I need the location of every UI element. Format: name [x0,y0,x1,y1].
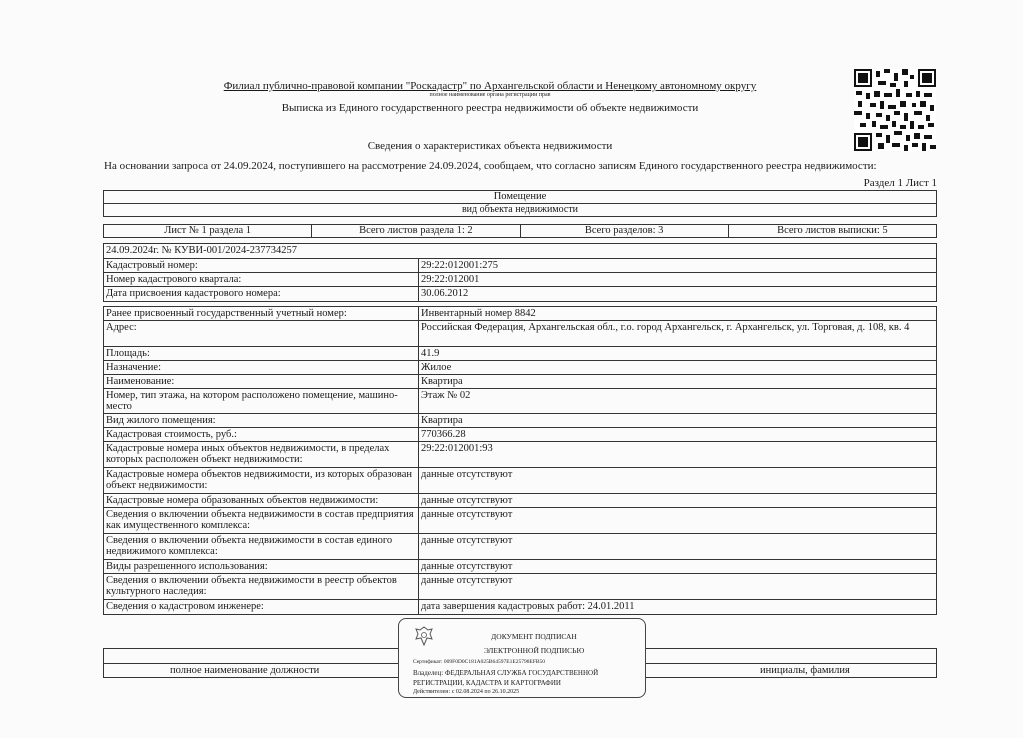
field-value: данные отсутствуют [421,561,513,572]
field-key: Кадастровые номера образованных объектов недвижимости: [104,494,419,507]
stamp-line2: ЭЛЕКТРОННОЙ ПОДПИСЬЮ [483,646,585,655]
field-value: Инвентарный номер 8842 [421,308,536,319]
stamp-certificate: Сертификат: 009F0D0C181A025B64597E1E25798EFB50 [413,659,546,665]
field-key: Виды разрешенного использования: [104,560,419,573]
field-key: Сведения о включении объекта недвижимости в состав предприятия как имущественного комплекса: [104,508,419,533]
field-value: Квартира [421,415,463,426]
field-key: Кадастровая стоимость, руб.: [104,428,419,441]
record-number: 24.09.2024г. № КУВИ-001/2024-237734257 [106,245,297,256]
field-value: данные отсутствуют [421,495,513,506]
field-value: 29:22:012001:93 [421,443,493,454]
field-key: Сведения о кадастровом инженере: [104,600,419,614]
electronic-signature-stamp [398,618,646,698]
stamp-line1: ДОКУМЕНТ ПОДПИСАН [491,632,577,641]
organization-name: Филиал публично-правовой компании "Роскадастр" по Архангельской области и Ненецкому автономному округу [223,80,757,92]
field-key: Ранее присвоенный государственный учетный номер: [104,307,419,320]
object-type-caption: вид объекта недвижимости [461,204,579,215]
field-key: Адрес: [104,321,419,346]
cadastral-value: 770366.28 [421,429,466,440]
field-value: Этаж № 02 [421,390,471,401]
coat-of-arms-icon [413,625,435,647]
organization-caption: полное наименование органа регистрации прав [429,92,551,98]
sheet-number: Лист № 1 раздела 1 [104,225,312,237]
assignment-date: 30.06.2012 [421,288,469,299]
section-label: Раздел 1 Лист 1 [863,177,937,189]
field-key: Сведения о включении объекта недвижимости в реестр объектов культурного наследия: [104,574,419,599]
field-key: Номер, тип этажа, на котором расположено помещение, машино-место [104,389,419,413]
field-key: Площадь: [104,347,419,360]
stamp-valid: Действителен: с 02.08.2024 по 26.10.2025 [413,689,520,695]
quarter-number: 29:22:012001 [421,274,480,285]
field-key: Дата присвоения кадастрового номера: [104,287,419,301]
field-value: данные отсутствуют [421,575,513,586]
field-value: данные отсутствуют [421,535,513,546]
stamp-owner: Владелец: ФЕДЕРАЛЬНАЯ СЛУЖБА ГОСУДАРСТВЕННОЙ [413,669,599,677]
field-value: данные отсутствуют [421,469,513,480]
field-key: Наименование: [104,375,419,388]
name-caption: инициалы, фамилия [760,665,850,676]
field-key: Номер кадастрового квартала: [104,273,419,286]
sections-total: Всего разделов: 3 [521,225,729,237]
sheets-in-section: Всего листов раздела 1: 2 [312,225,520,237]
area-value: 41.9 [421,348,440,359]
field-key: Кадастровые номера иных объектов недвижимости, в пределах которых расположен объект недвижимости: [104,442,419,467]
request-basis: На основании запроса от 24.09.2024, поступившего на рассмотрение 24.09.2024, сообщаем, что согласно записям Единого государственного реестра недвижимости: [104,160,877,172]
document-subtitle: Сведения о характеристиках объекта недвижимости [367,140,613,152]
object-type-block [103,190,937,217]
field-key: Вид жилого помещения: [104,414,419,427]
stamp-owner2: РЕГИСТРАЦИИ, КАДАСТРА И КАРТОГРАФИИ [413,679,561,687]
qr-code-icon [854,69,936,151]
field-key: Кадастровый номер: [104,259,419,272]
object-type: Помещение [104,191,936,204]
cadastral-number: 29:22:012001:275 [421,260,499,271]
cadastral-block [103,243,937,302]
field-value: Квартира [421,376,463,387]
engineer-info: дата завершения кадастровых работ: 24.01.2011 [421,601,635,612]
sheet-info-row [103,224,937,238]
position-caption: полное наименование должности [170,665,320,676]
address-value: Российская Федерация, Архангельская обл., г.о. город Архангельск, г. Архангельск, ул. Торговая, д. 108, кв. 4 [421,322,910,333]
document-title: Выписка из Единого государственного реестра недвижимости об объекте недвижимости [281,102,699,114]
field-value: Жилое [421,362,452,373]
field-key: Сведения о включении объекта недвижимости в состав единого недвижимого комплекса: [104,534,419,559]
sheets-total: Всего листов выписки: 5 [777,225,888,236]
field-key: Назначение: [104,361,419,374]
field-key: Кадастровые номера объектов недвижимости, из которых образован объект недвижимости: [104,468,419,493]
field-value: данные отсутствуют [421,509,513,520]
characteristics-block [103,306,937,615]
